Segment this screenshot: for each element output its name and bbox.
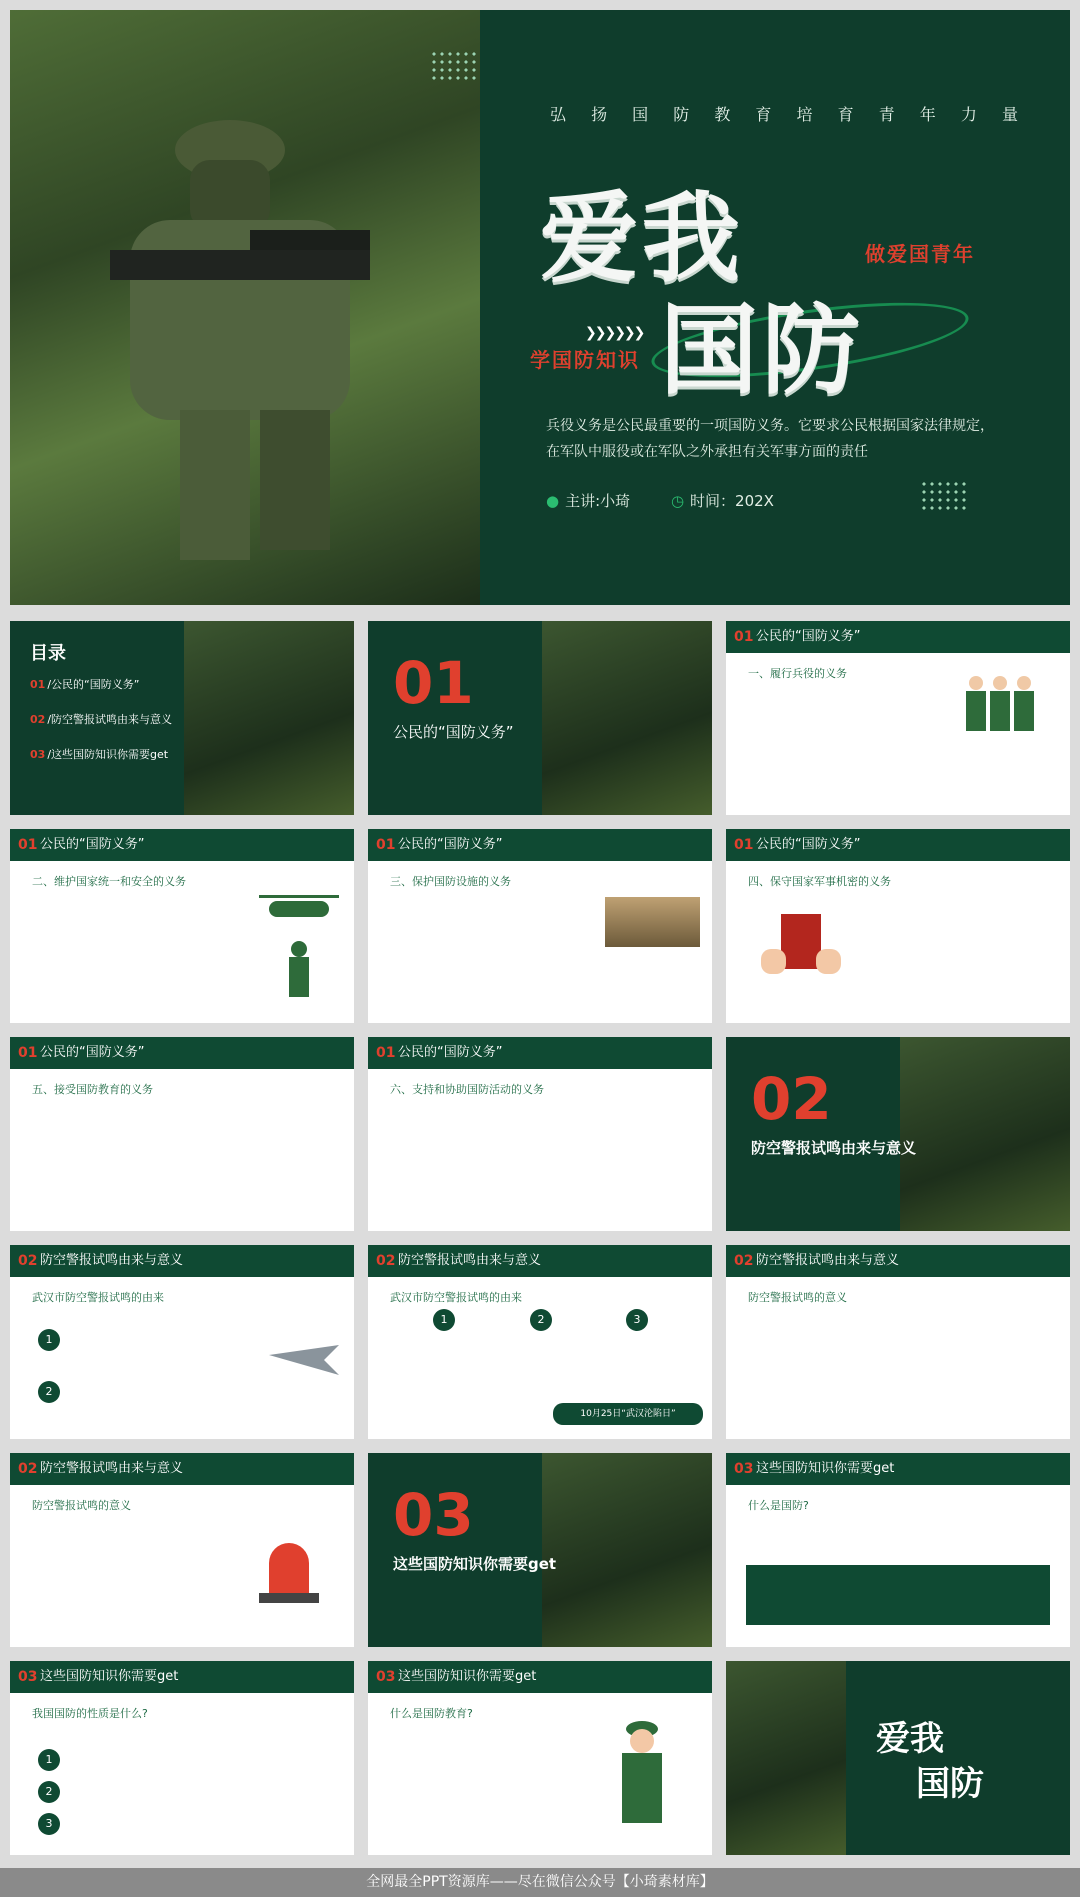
slide-section-heading: 四、保守国家军事机密的义务 <box>748 875 891 888</box>
section-title: 公民的“国防义务” <box>393 723 514 741</box>
toc-slide <box>10 621 354 815</box>
toc-item: 02 /防空警报试鸣由来与意义 <box>30 713 173 726</box>
content-slide <box>10 1661 354 1855</box>
footer-banner: 全网最全PPT资源库——尽在微信公众号【小琦素材库】 <box>0 1868 1080 1897</box>
slide-header: 01 公民的“国防义务” <box>726 621 1070 653</box>
slide-header: 02 防空警报试鸣由来与意义 <box>368 1245 712 1277</box>
hero-title-line1: 爱我 <box>540 182 745 296</box>
section-number: 02 <box>751 1065 832 1133</box>
step-number: 1 <box>38 1329 60 1351</box>
hero-subtitle-red: 做爱国青年 <box>865 242 975 266</box>
hero-description: 兵役义务是公民最重要的一项国防义务。它要求公民根据国家法律规定，在军队中服役或在军队之外承担有关军事方面的责任 <box>546 418 994 460</box>
slide-header: 02 防空警报试鸣由来与意义 <box>726 1245 1070 1277</box>
content-slide <box>726 1245 1070 1439</box>
section-03-cover <box>368 1453 712 1647</box>
slide-section-heading: 武汉市防空警报试鸣的由来 <box>32 1291 164 1304</box>
siren-icon <box>254 1523 324 1613</box>
dot-pattern <box>920 480 966 510</box>
section-title: 这些国防知识你需要get <box>393 1555 557 1573</box>
slide-section-heading: 防空警报试鸣的意义 <box>748 1291 847 1304</box>
content-slide <box>726 1453 1070 1647</box>
step-number: 1 <box>433 1309 455 1331</box>
fighter-jet-icon <box>264 1315 344 1395</box>
slide-header: 03 这些国防知识你需要get <box>10 1661 354 1693</box>
slide-header: 01 公民的“国防义务” <box>368 1037 712 1069</box>
section-01-cover <box>368 621 712 815</box>
slide-header: 01 公民的“国防义务” <box>10 1037 354 1069</box>
clock-icon: ◷ <box>670 492 685 510</box>
section-02-cover <box>726 1037 1070 1231</box>
toc-item: 01 /公民的“国防义务” <box>30 678 140 691</box>
section-number: 03 <box>393 1481 474 1549</box>
slide-section-heading: 防空警报试鸣的意义 <box>32 1499 131 1512</box>
hero-cover-slide <box>10 10 1070 605</box>
time: ◷ 时间：202X <box>670 492 774 510</box>
slide-header: 01 公民的“国防义务” <box>726 829 1070 861</box>
step-number: 1 <box>38 1749 60 1771</box>
slide-section-heading: 什么是国防教育? <box>390 1707 473 1720</box>
slide-header: 03 这些国防知识你需要get <box>368 1661 712 1693</box>
soldier-photo <box>542 1453 712 1647</box>
slide-section-heading: 三、保护国防设施的义务 <box>390 875 511 888</box>
slide-section-heading: 五、接受国防教育的义务 <box>32 1083 153 1096</box>
saluting-soldier-icon <box>602 1711 682 1831</box>
chevron-arrows-icon: ❯❯❯❯❯❯ <box>585 325 644 341</box>
step-number: 2 <box>38 1781 60 1803</box>
slide-header: 01 公民的“国防义务” <box>368 829 712 861</box>
tank-photo <box>605 897 700 947</box>
slide-header: 02 防空警报试鸣由来与意义 <box>10 1453 354 1485</box>
soldier-photo <box>900 1037 1070 1231</box>
content-slide <box>368 1245 712 1439</box>
speaker: ● 主讲:小琦 <box>546 492 631 510</box>
soldier-photo <box>10 10 480 605</box>
hero-subtitle-red-2: 学国防知识 <box>530 348 640 372</box>
content-slide <box>368 829 712 1023</box>
content-slide <box>10 829 354 1023</box>
slide-section-heading: 六、支持和协助国防活动的义务 <box>390 1083 544 1096</box>
slide-header: 02 防空警报试鸣由来与意义 <box>10 1245 354 1277</box>
slide-section-heading: 二、维护国家统一和安全的义务 <box>32 875 186 888</box>
date-chip: 10月25日“武汉沦陷日” <box>553 1403 703 1425</box>
soldiers-illustration <box>960 671 1040 741</box>
slide-section-heading: 武汉市防空警报试鸣的由来 <box>390 1291 522 1304</box>
step-number: 3 <box>626 1309 648 1331</box>
summary-box <box>746 1565 1050 1625</box>
closing-title-line1: 爱我 <box>876 1719 944 1759</box>
constitution-book-icon <box>756 909 846 979</box>
section-title: 防空警报试鸣由来与意义 <box>751 1139 917 1157</box>
step-number: 2 <box>530 1309 552 1331</box>
toc-item: 03 /这些国防知识你需要get <box>30 748 169 761</box>
user-icon: ● <box>546 492 560 510</box>
soldier-photo <box>726 1661 846 1855</box>
hero-meta <box>546 490 810 511</box>
slide-section-heading: 什么是国防? <box>748 1499 809 1512</box>
content-slide <box>726 621 1070 815</box>
step-number: 3 <box>38 1813 60 1835</box>
section-number: 01 <box>393 649 474 717</box>
closing-title-line2: 国防 <box>916 1764 984 1804</box>
hero-title-line2: 国防 <box>660 294 865 408</box>
step-number: 2 <box>38 1381 60 1403</box>
soldier-photo <box>184 621 354 815</box>
content-slide <box>10 1453 354 1647</box>
content-slide <box>10 1037 354 1231</box>
slide-header: 03 这些国防知识你需要get <box>726 1453 1070 1485</box>
content-slide <box>368 1661 712 1855</box>
hero-tagline: 弘 扬 国 防 教 育 培 育 青 年 力 量 <box>550 105 1028 124</box>
dot-pattern <box>430 50 476 80</box>
slide-header: 01 公民的“国防义务” <box>10 829 354 861</box>
helicopter-soldier-icon <box>259 889 339 999</box>
slide-section-heading: 一、履行兵役的义务 <box>748 667 847 680</box>
soldier-illustration <box>70 90 400 570</box>
toc-title: 目录 <box>30 643 66 664</box>
soldier-photo <box>542 621 712 815</box>
content-slide <box>368 1037 712 1231</box>
content-slide <box>10 1245 354 1439</box>
closing-slide <box>726 1661 1070 1855</box>
slide-section-heading: 我国国防的性质是什么? <box>32 1707 148 1720</box>
content-slide <box>726 829 1070 1023</box>
